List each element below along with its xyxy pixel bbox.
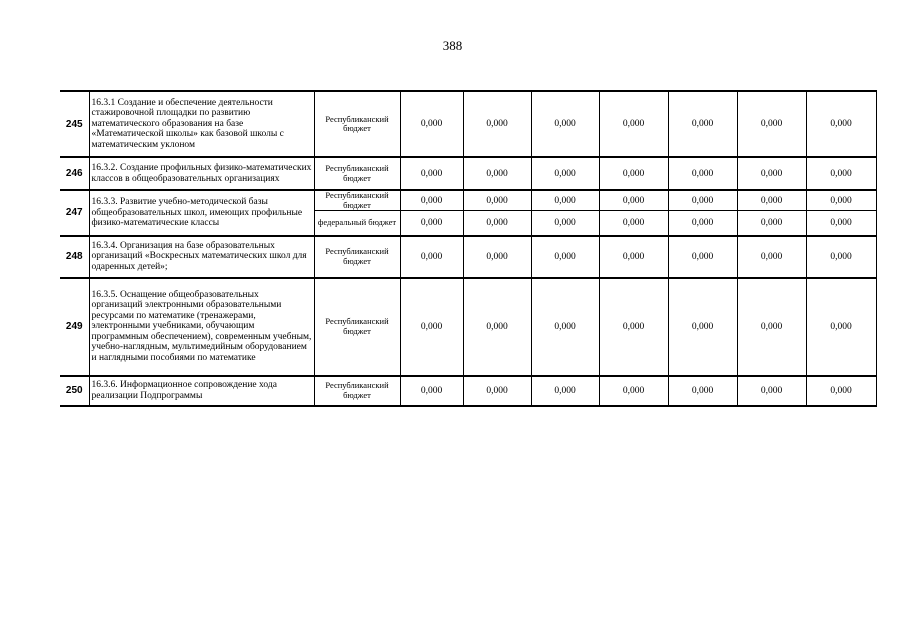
row-number: 245 (60, 91, 89, 157)
amount-cell: 0,000 (806, 376, 876, 406)
amount-cell: 0,000 (531, 91, 599, 157)
amount-cell: 0,000 (463, 91, 531, 157)
funding-source: Республиканский бюджет (314, 236, 400, 278)
amount-cell: 0,000 (463, 190, 531, 211)
measure-description: 16.3.6. Информационное сопровождение хода реализации Подпрограммы (89, 376, 314, 406)
amount-cell: 0,000 (668, 278, 737, 376)
amount-cell: 0,000 (599, 278, 668, 376)
amount-cell: 0,000 (531, 236, 599, 278)
table-row (60, 190, 876, 211)
funding-source: Республиканский бюджет (314, 376, 400, 406)
funding-source: Республиканский бюджет (314, 278, 400, 376)
amount-cell: 0,000 (806, 236, 876, 278)
amount-cell: 0,000 (737, 376, 806, 406)
amount-cell: 0,000 (463, 376, 531, 406)
amount-cell: 0,000 (463, 278, 531, 376)
amount-cell: 0,000 (806, 157, 876, 190)
row-number: 250 (60, 376, 89, 406)
amount-cell: 0,000 (668, 211, 737, 236)
funding-source: федеральный бюджет (314, 211, 400, 236)
measure-description: 16.3.3. Развитие учебно-методической базы общеобразовательных школ, имеющих профильные физико-математические классы (89, 190, 314, 236)
amount-cell: 0,000 (463, 236, 531, 278)
amount-cell: 0,000 (400, 236, 463, 278)
row-number: 248 (60, 236, 89, 278)
amount-cell: 0,000 (400, 211, 463, 236)
amount-cell: 0,000 (737, 211, 806, 236)
funding-source: Республиканский бюджет (314, 190, 400, 211)
amount-cell: 0,000 (737, 91, 806, 157)
amount-cell: 0,000 (668, 91, 737, 157)
budget-table (60, 90, 877, 407)
amount-cell: 0,000 (463, 157, 531, 190)
amount-cell: 0,000 (599, 211, 668, 236)
table-row (60, 278, 876, 376)
measure-description: 16.3.4. Организация на базе образовательных организаций «Воскресных математических школ для одаренных детей»; (89, 236, 314, 278)
amount-cell: 0,000 (806, 278, 876, 376)
amount-cell: 0,000 (400, 91, 463, 157)
amount-cell: 0,000 (599, 236, 668, 278)
table-row (60, 157, 876, 190)
amount-cell: 0,000 (531, 190, 599, 211)
amount-cell: 0,000 (737, 236, 806, 278)
amount-cell: 0,000 (737, 157, 806, 190)
table-row (60, 236, 876, 278)
amount-cell: 0,000 (668, 190, 737, 211)
amount-cell: 0,000 (400, 278, 463, 376)
amount-cell: 0,000 (737, 278, 806, 376)
amount-cell: 0,000 (599, 190, 668, 211)
amount-cell: 0,000 (531, 211, 599, 236)
row-number: 249 (60, 278, 89, 376)
amount-cell: 0,000 (668, 376, 737, 406)
page-number: 388 (442, 38, 463, 53)
amount-cell: 0,000 (737, 190, 806, 211)
row-number: 246 (60, 157, 89, 190)
amount-cell: 0,000 (531, 278, 599, 376)
amount-cell: 0,000 (668, 236, 737, 278)
measure-description: 16.3.5. Оснащение общеобразовательных организаций электронными образовательными ресурсами по математике (тренажерами, электронными учебниками, обучающим программным обеспечением), современным учебным, учебно-наглядным, мультимедийным оборудованием и наглядными пособиями по математике (89, 278, 314, 376)
amount-cell: 0,000 (463, 211, 531, 236)
measure-description: 16.3.1 Создание и обеспечение деятельности стажировочной площадки по развитию математического образования на базе «Математической школы» как базовой школы с математическим уклоном (89, 91, 314, 157)
amount-cell: 0,000 (806, 91, 876, 157)
amount-cell: 0,000 (400, 190, 463, 211)
amount-cell: 0,000 (400, 376, 463, 406)
amount-cell: 0,000 (599, 157, 668, 190)
amount-cell: 0,000 (531, 157, 599, 190)
funding-source: Республиканский бюджет (314, 157, 400, 190)
amount-cell: 0,000 (400, 157, 463, 190)
amount-cell: 0,000 (806, 211, 876, 236)
amount-cell: 0,000 (599, 376, 668, 406)
amount-cell: 0,000 (806, 190, 876, 211)
funding-source: Республиканский бюджет (314, 91, 400, 157)
amount-cell: 0,000 (668, 157, 737, 190)
amount-cell: 0,000 (599, 91, 668, 157)
measure-description: 16.3.2. Создание профильных физико-математических классов в общеобразовательных организациях (89, 157, 314, 190)
row-number: 247 (60, 190, 89, 236)
table-row (60, 91, 876, 157)
table-row (60, 376, 876, 406)
amount-cell: 0,000 (531, 376, 599, 406)
